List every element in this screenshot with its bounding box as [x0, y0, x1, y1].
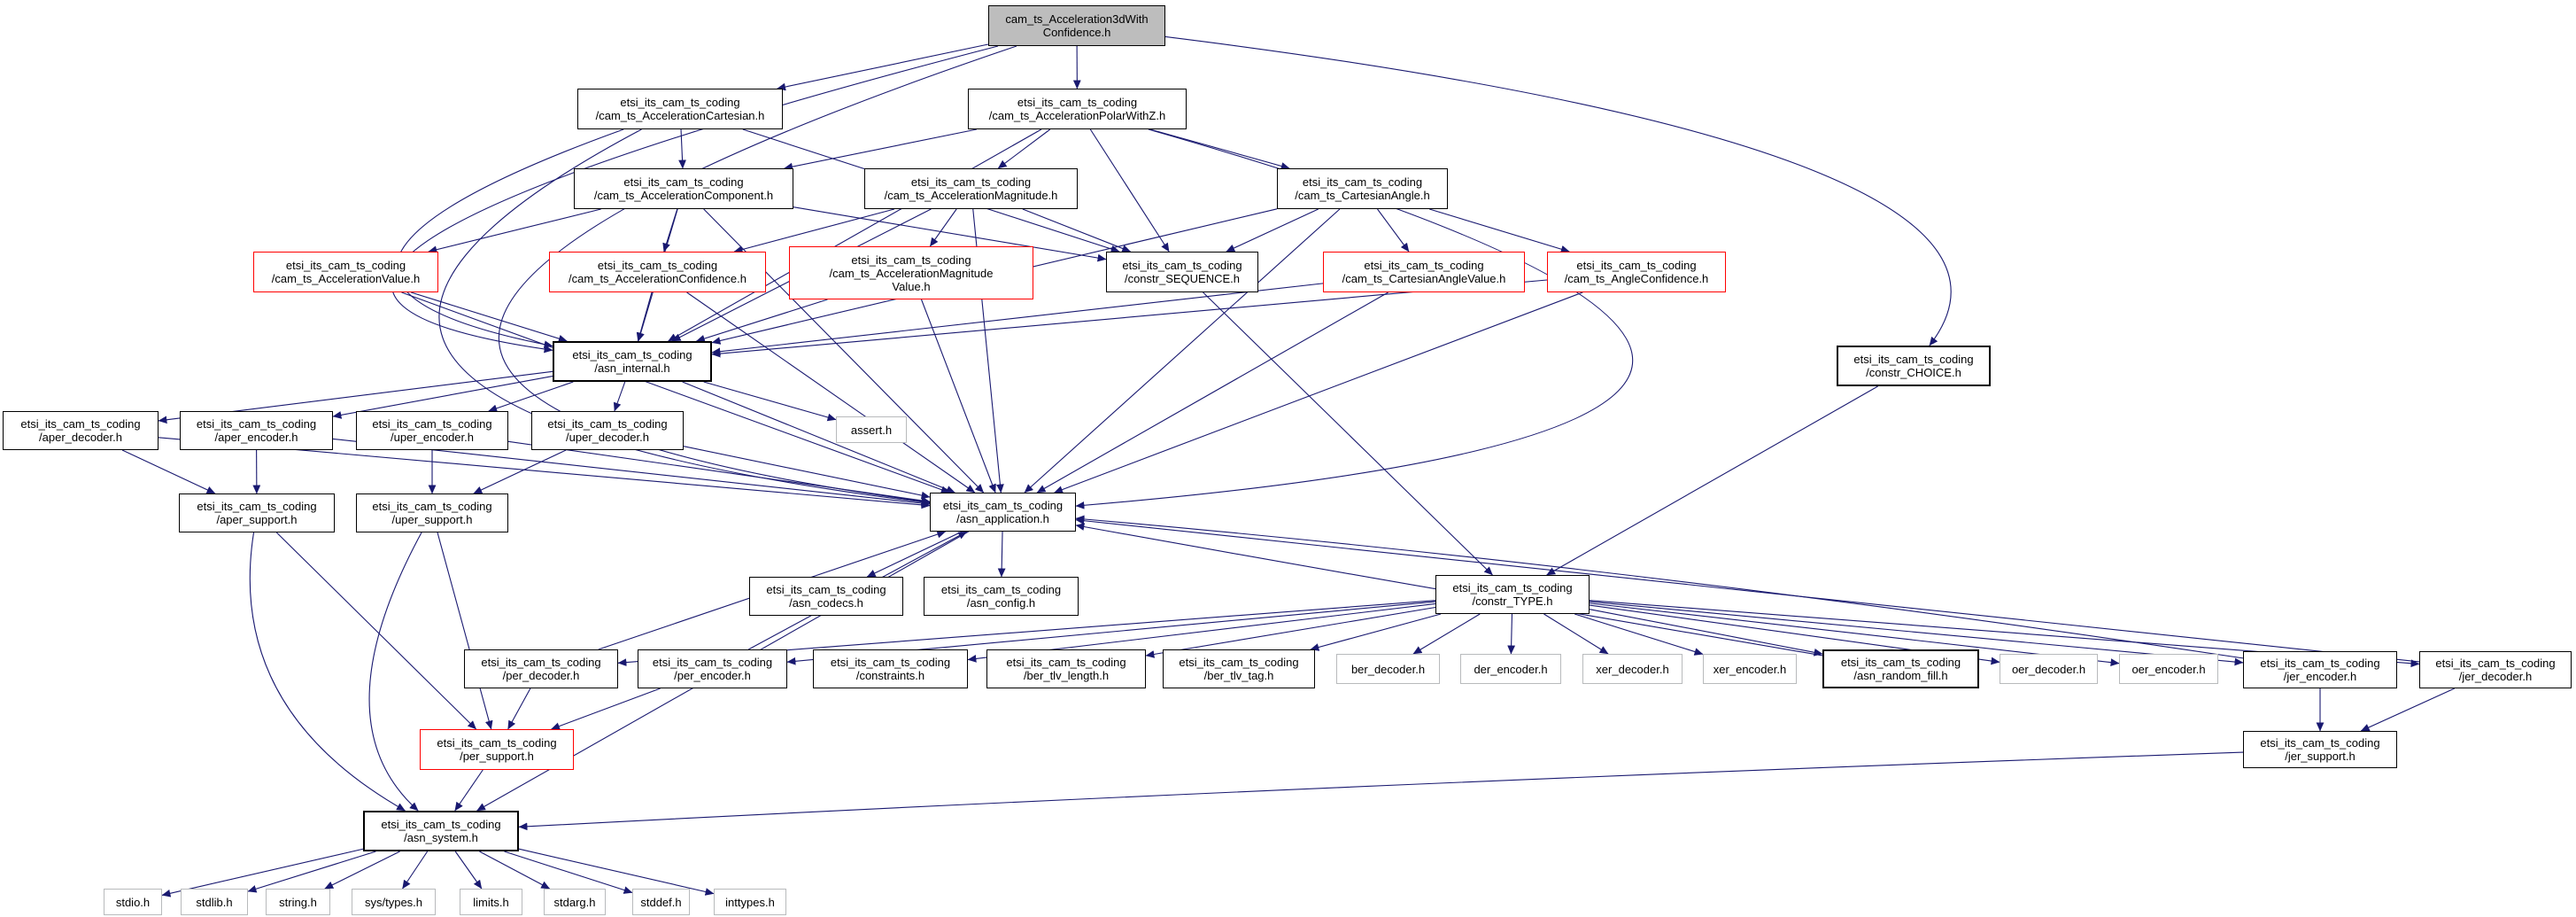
node-label-line: string.h	[279, 895, 317, 909]
node-label-line: etsi_its_cam_ts_coding	[940, 583, 1062, 596]
node-per-dec[interactable]	[464, 649, 618, 688]
node-asn-config[interactable]	[924, 577, 1079, 616]
node-label-line: Value.h	[892, 279, 931, 293]
node-constr-type[interactable]	[1435, 575, 1590, 614]
node-per-sup[interactable]	[420, 729, 574, 770]
edge-asn_sys-to-stdarg	[479, 851, 549, 889]
node-label-line: /per_support.h	[460, 750, 534, 763]
node-label-line: etsi_its_cam_ts_coding	[766, 583, 886, 596]
node-jer-sup[interactable]	[2243, 731, 2397, 768]
node-per-enc[interactable]	[638, 649, 787, 688]
node-label-line: xer_decoder.h	[1596, 662, 1669, 676]
node-label-line: /cam_ts_CartesianAngle.h	[1295, 189, 1430, 202]
edge-acc_mag-to-acc_conf	[734, 209, 894, 252]
node-label-line: etsi_its_cam_ts_coding	[481, 656, 601, 669]
node-label-line: /cam_ts_CartesianAngleValue.h	[1342, 272, 1506, 285]
edge-cart_angle-to-angle_conf	[1429, 209, 1569, 252]
edge-jer_dec-to-jer_sup	[2361, 688, 2455, 731]
node-label-line: etsi_its_cam_ts_coding	[1302, 175, 1423, 189]
edge-per_sup-to-asn_sys	[455, 770, 483, 811]
node-asn-sys[interactable]	[363, 811, 519, 851]
node-label-line: /constr_TYPE.h	[1472, 594, 1553, 608]
edge-asn_sys-to-string_h	[325, 851, 400, 889]
node-label-line: /asn_system.h	[404, 831, 478, 844]
node-constr-seq[interactable]	[1106, 252, 1258, 292]
edge-acc_mag-to-constr_seq	[1023, 209, 1131, 252]
edge-constr_seq-to-constr_type	[1203, 292, 1493, 575]
edge-uper_enc-to-asn_app	[508, 441, 930, 501]
node-acc-val[interactable]	[253, 252, 438, 292]
node-label-line: etsi_its_cam_ts_coding	[547, 417, 668, 431]
node-label-line: /per_decoder.h	[502, 669, 580, 682]
node-label-line: etsi_its_cam_ts_coding	[2260, 657, 2380, 670]
node-label-line: /aper_support.h	[216, 513, 298, 526]
edge-acc_mag-to-acc_magval	[930, 209, 956, 246]
node-acc-comp[interactable]	[574, 168, 793, 209]
node-label-line: /cam_ts_AccelerationValue.h	[271, 272, 421, 285]
node-systypes	[352, 889, 436, 915]
node-label-line: /ber_tlv_length.h	[1023, 669, 1110, 682]
node-label-line: assert.h	[850, 423, 893, 437]
node-jer-dec[interactable]	[2419, 651, 2572, 688]
edge-asn_sys-to-stddef	[504, 851, 632, 893]
node-label-line: /asn_codecs.h	[789, 596, 863, 610]
node-label-line: oer_encoder.h	[2131, 662, 2206, 676]
node-aper-dec[interactable]	[3, 411, 159, 450]
node-asn-internal[interactable]	[553, 341, 712, 382]
node-label-line: /asn_application.h	[956, 512, 1049, 525]
node-label-line: etsi_its_cam_ts_coding	[910, 175, 1032, 189]
node-label-line: etsi_its_cam_ts_coding	[196, 417, 317, 431]
node-label-line: etsi_its_cam_ts_coding	[1364, 259, 1484, 272]
node-inttypes	[714, 889, 786, 915]
node-label-line: /cam_ts_AccelerationComponent.h	[593, 189, 774, 202]
node-label-line: limits.h	[473, 895, 509, 909]
node-label-line: /aper_encoder.h	[214, 431, 298, 444]
node-stdio	[104, 889, 162, 915]
edge-constr_type-to-xer_dec	[1543, 614, 1608, 654]
node-label-line: /uper_encoder.h	[391, 431, 474, 444]
node-label-line: etsi_its_cam_ts_coding	[372, 500, 492, 513]
edge-asn_internal-to-uper_dec	[615, 382, 625, 411]
node-label-line: /cam_ts_AccelerationMagnitude	[829, 266, 994, 280]
node-constr-choice[interactable]	[1837, 346, 1991, 386]
edge-asn_internal-to-uper_enc	[489, 382, 574, 411]
node-label-line: etsi_its_cam_ts_coding	[652, 656, 773, 669]
node-label-line: /asn_internal.h	[594, 361, 670, 375]
node-label-line: /cam_ts_AccelerationConfidence.h	[569, 272, 746, 285]
node-oer-dec	[2000, 654, 2098, 684]
edge-asn_sys-to-limits_h	[455, 851, 482, 889]
edge-asn_app-to-asn_codecs	[867, 532, 962, 577]
node-stdlib	[181, 889, 248, 915]
edge-cart_angval-to-asn_app	[1037, 292, 1389, 493]
node-label-line: sys/types.h	[364, 895, 423, 909]
edge-constr_type-to-ber_dec	[1413, 614, 1480, 654]
edge-angle_conf-to-asn_app	[1055, 292, 1583, 493]
edge-constr_type-to-xer_enc	[1574, 614, 1703, 654]
node-uper-dec[interactable]	[531, 411, 684, 450]
node-limits-h	[460, 889, 522, 915]
node-label-line: etsi_its_cam_ts_coding	[2260, 736, 2380, 750]
node-label-line: /uper_decoder.h	[566, 431, 649, 444]
edge-per_dec-to-per_sup	[508, 688, 530, 729]
node-label-line: etsi_its_cam_ts_coding	[1853, 353, 1974, 366]
node-uper-sup[interactable]	[356, 493, 508, 532]
node-acc-polar[interactable]	[968, 89, 1187, 129]
node-xer-dec	[1582, 654, 1683, 684]
node-label-line: oer_decoder.h	[2011, 662, 2086, 676]
edge-aper_dec-to-aper_sup	[122, 450, 215, 493]
node-aper-sup[interactable]	[179, 493, 335, 532]
node-label-line: /jer_encoder.h	[2283, 670, 2357, 683]
node-label-line: inttypes.h	[725, 895, 775, 909]
node-asn-codecs[interactable]	[749, 577, 903, 616]
node-label-line: /constr_CHOICE.h	[1866, 366, 1961, 379]
edge-constr_type-to-der_enc	[1511, 614, 1512, 654]
edge-acc_val-to-asn_internal	[411, 292, 567, 341]
node-oer-enc	[2119, 654, 2218, 684]
node-label-line: /asn_random_fill.h	[1853, 669, 1948, 682]
node-label-line: cam_ts_Acceleration3dWith	[1005, 12, 1149, 26]
node-aper-enc[interactable]	[180, 411, 333, 450]
node-label-line: /ber_tlv_tag.h	[1203, 669, 1274, 682]
node-label-line: /cam_ts_AccelerationPolarWithZ.h	[988, 109, 1166, 122]
node-acc-mag[interactable]	[864, 168, 1078, 209]
node-uper-enc[interactable]	[356, 411, 508, 450]
node-label-line: etsi_its_cam_ts_coding	[1122, 259, 1242, 272]
node-label-line: etsi_its_cam_ts_coding	[197, 500, 317, 513]
node-label-line: /constr_SEQUENCE.h	[1124, 272, 1241, 285]
edge-asn_sys-to-inttypes	[519, 849, 714, 893]
node-ber-tlv-tag[interactable]	[1163, 649, 1315, 688]
node-label-line: /cam_ts_AngleConfidence.h	[1564, 272, 1709, 285]
node-acc-conf[interactable]	[549, 252, 766, 292]
edge-asn_internal-to-asn_app	[683, 382, 955, 493]
node-acc-cart[interactable]	[577, 89, 783, 129]
node-assert-h	[836, 416, 907, 443]
node-label-line: stdio.h	[115, 895, 151, 909]
node-angle-conf[interactable]	[1547, 252, 1726, 292]
node-label-line: /cam_ts_AccelerationCartesian.h	[595, 109, 765, 122]
node-label-line: etsi_its_cam_ts_coding	[597, 259, 718, 272]
node-stddef	[632, 889, 690, 915]
node-label-line: etsi_its_cam_ts_coding	[1840, 656, 1961, 669]
node-label-line: xer_encoder.h	[1713, 662, 1787, 676]
node-label-line: etsi_its_cam_ts_coding	[572, 348, 692, 361]
node-asn-rand[interactable]	[1822, 649, 1979, 688]
node-jer-enc[interactable]	[2243, 651, 2397, 688]
node-label-line: etsi_its_cam_ts_coding	[620, 96, 740, 109]
edge-acc_comp-to-acc_val	[429, 209, 601, 252]
node-label-line: etsi_its_cam_ts_coding	[2435, 657, 2556, 670]
node-xer-enc	[1703, 654, 1797, 684]
edge-cart_angle-to-constr_seq	[1226, 209, 1319, 252]
edge-acc_polar-to-cart_angle	[1150, 129, 1289, 168]
edge-acc_polar-to-acc_mag	[998, 129, 1050, 168]
node-ber-dec	[1336, 654, 1440, 684]
node-label-line: der_encoder.h	[1474, 662, 1548, 676]
edge-jer_dec-to-asn_app	[1076, 520, 2419, 662]
node-label-line: etsi_its_cam_ts_coding	[1452, 581, 1573, 594]
node-label-line: etsi_its_cam_ts_coding	[1179, 656, 1299, 669]
node-asn-app[interactable]	[930, 493, 1076, 532]
node-label-line: etsi_its_cam_ts_coding	[372, 417, 492, 431]
edge-acc_conf-to-asn_internal	[638, 292, 652, 341]
edge-asn_internal-to-assert_h	[704, 382, 836, 420]
node-label-line: etsi_its_cam_ts_coding	[285, 259, 406, 272]
node-cart-angle[interactable]	[1277, 168, 1448, 209]
node-ber-tlv-len[interactable]	[986, 649, 1146, 688]
edge-acc_conf-to-asn_app	[687, 292, 975, 493]
node-der-enc	[1460, 654, 1561, 684]
edge-asn_sys-to-systypes	[403, 851, 428, 889]
node-label-line: etsi_its_cam_ts_coding	[1017, 96, 1138, 109]
edge-constr_type-to-ber_tlv_tag	[1311, 614, 1441, 649]
node-constraints[interactable]	[813, 649, 968, 688]
node-label-line: stdarg.h	[553, 895, 596, 909]
node-label-line: ber_decoder.h	[1350, 662, 1426, 676]
node-stdarg	[544, 889, 606, 915]
node-cart-angval[interactable]	[1323, 252, 1525, 292]
node-label-line: /asn_config.h	[966, 596, 1036, 610]
node-main	[988, 5, 1165, 46]
node-label-line: /aper_decoder.h	[39, 431, 122, 444]
node-label-line: etsi_its_cam_ts_coding	[942, 499, 1064, 512]
edge-acc_val-to-asn_app	[401, 292, 949, 493]
node-label-line: etsi_its_cam_ts_coding	[623, 175, 744, 189]
node-label-line: /constraints.h	[855, 669, 925, 682]
edge-acc_cart-to-asn_internal	[397, 129, 623, 346]
node-label-line: etsi_its_cam_ts_coding	[830, 656, 951, 669]
node-label-line: /uper_support.h	[391, 513, 473, 526]
node-label-line: etsi_its_cam_ts_coding	[20, 417, 141, 431]
edge-aper_sup-to-per_sup	[276, 532, 476, 729]
node-label-line: /cam_ts_AccelerationMagnitude.h	[884, 189, 1058, 202]
edge-jer_sup-to-asn_sys	[519, 752, 2243, 827]
node-label-line: stdlib.h	[196, 895, 233, 909]
node-string-h	[266, 889, 330, 915]
node-label-line: /per_encoder.h	[674, 669, 751, 682]
edge-constr_type-to-ber_tlv_len	[1146, 608, 1435, 657]
node-label-line: etsi_its_cam_ts_coding	[381, 818, 501, 831]
edge-per_enc-to-per_sup	[552, 688, 661, 729]
edge-uper_sup-to-asn_sys	[369, 532, 422, 811]
node-label-line: etsi_its_cam_ts_coding	[1006, 656, 1126, 669]
edge-cart_angle-to-cart_angval	[1378, 209, 1409, 252]
edge-aper_sup-to-asn_sys	[250, 532, 405, 811]
node-label-line: stddef.h	[640, 895, 682, 909]
node-label-line: etsi_its_cam_ts_coding	[1576, 259, 1697, 272]
edge-acc_polar-to-acc_comp	[785, 129, 977, 168]
edge-acc_polar-to-constr_seq	[1090, 129, 1169, 252]
node-label-line: /jer_decoder.h	[2458, 670, 2533, 683]
node-label-line: etsi_its_cam_ts_coding	[851, 253, 971, 267]
edge-constr_choice-to-constr_type	[1547, 386, 1878, 575]
edge-acc_polar-to-asn_internal	[669, 129, 1041, 341]
node-label-line: /jer_support.h	[2285, 750, 2356, 763]
node-label-line: Confidence.h	[1042, 26, 1111, 39]
node-label-line: etsi_its_cam_ts_coding	[437, 736, 557, 750]
node-acc-magval[interactable]	[789, 246, 1033, 299]
